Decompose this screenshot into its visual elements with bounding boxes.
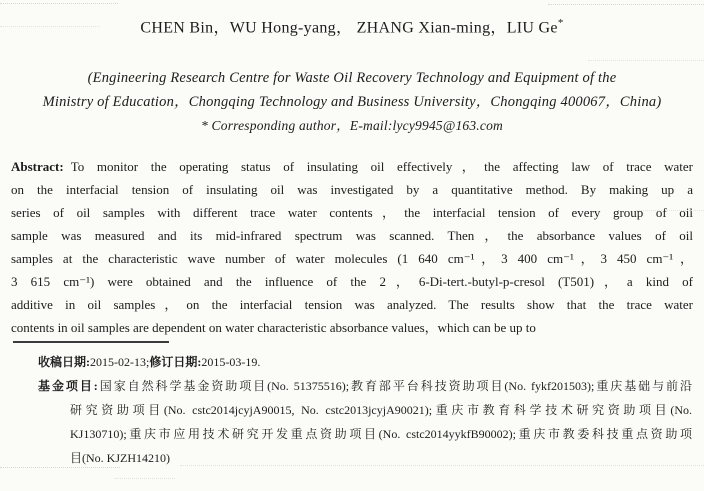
- revised-date-label: 修订日期:: [149, 355, 202, 370]
- scan-artifact: [588, 60, 704, 61]
- fund-text: 国家自然科学基金资助项目(No. 51375516);教育部平台科技资助项目(No. fykf201503);重庆基础与前沿: [97, 379, 693, 394]
- footnote-block: [38, 350, 692, 470]
- scan-artifact: [548, 4, 704, 5]
- revised-date-value: 2015-03-19.: [201, 355, 261, 370]
- fund-projects: [38, 374, 692, 470]
- received-date-value: 2015-02-13;: [90, 355, 150, 370]
- affiliation-block: [0, 66, 704, 138]
- abstract-line: series of oil samples with different trace water contents，the interfacial tension of every group of oil: [11, 205, 693, 221]
- fund-line: 研究资助项目(No. cstc2014jcyjA90015, No. cstc2013jcyjA90021);重庆市教育科学技术研究资助项目(No.: [70, 403, 692, 418]
- fund-line: KJ130710);重庆市应用技术研究开发重点资助项目(No. cstc2014yykfB90002);重庆市教委科技重点资助项: [70, 427, 692, 442]
- abstract-text: To monitor the operating status of insulating oil effectively，the affecting law of trace water: [70, 159, 693, 175]
- dates-line: [38, 350, 692, 374]
- abstract-line: sample was measured and its mid-infrared spectrum was scanned. Then，the absorbance values of oil: [11, 228, 693, 244]
- abstract-label: Abstract:: [11, 159, 64, 175]
- corresponding-author-marker: *: [557, 17, 564, 29]
- abstract-line: 3 615 cm⁻¹) were obtained and the influence of the 2，6-Di-tert.-butyl-p-cresol (T501)，a kind of: [11, 274, 693, 290]
- scan-artifact: [636, 210, 704, 211]
- abstract-line: samples at the characteristic wave number of water molecules (1 640 cm⁻¹，3 400 cm⁻¹，3 450 cm⁻¹，: [11, 251, 693, 267]
- affiliation-line-2: Ministry of Education，Chongqing Technology and Business University，Chongqing 400067，China): [42, 94, 662, 111]
- abstract-line: [11, 155, 693, 178]
- footnote-separator-rule: [13, 341, 169, 343]
- authors-line: [0, 0, 704, 38]
- fund-line: [38, 374, 693, 398]
- scan-artifact: [0, 3, 118, 4]
- affiliation-line-1: (Engineering Research Centre for Waste Oil Recovery Technology and Equipment of the: [87, 70, 617, 87]
- authors-names: CHEN Bin，WU Hong-yang， ZHANG Xian-ming，LIU Ge: [140, 19, 558, 37]
- abstract-line: additive in oil samples，on the interfacial tension was analyzed. The results show that the trace water: [11, 297, 693, 313]
- scan-artifact: [115, 478, 175, 479]
- abstract-line: contents in oil samples are dependent on water characteristic absorbance values，which can be up to: [11, 320, 536, 336]
- scan-artifact: [0, 26, 100, 27]
- abstract-paragraph: [11, 155, 693, 339]
- received-date-label: 收稿日期:: [38, 355, 90, 370]
- corresponding-author-line: * Corresponding author，E-mail:lycy9945@163.com: [201, 118, 503, 134]
- fund-line: 目(No. KJZH14210): [70, 451, 170, 466]
- fund-label: 基金项目:: [38, 379, 98, 394]
- scan-artifact: [0, 467, 120, 468]
- scan-artifact: [180, 465, 704, 466]
- abstract-line: on the interfacial tension of insulating oil was investigated by a quantitative method. By making up a: [11, 182, 693, 198]
